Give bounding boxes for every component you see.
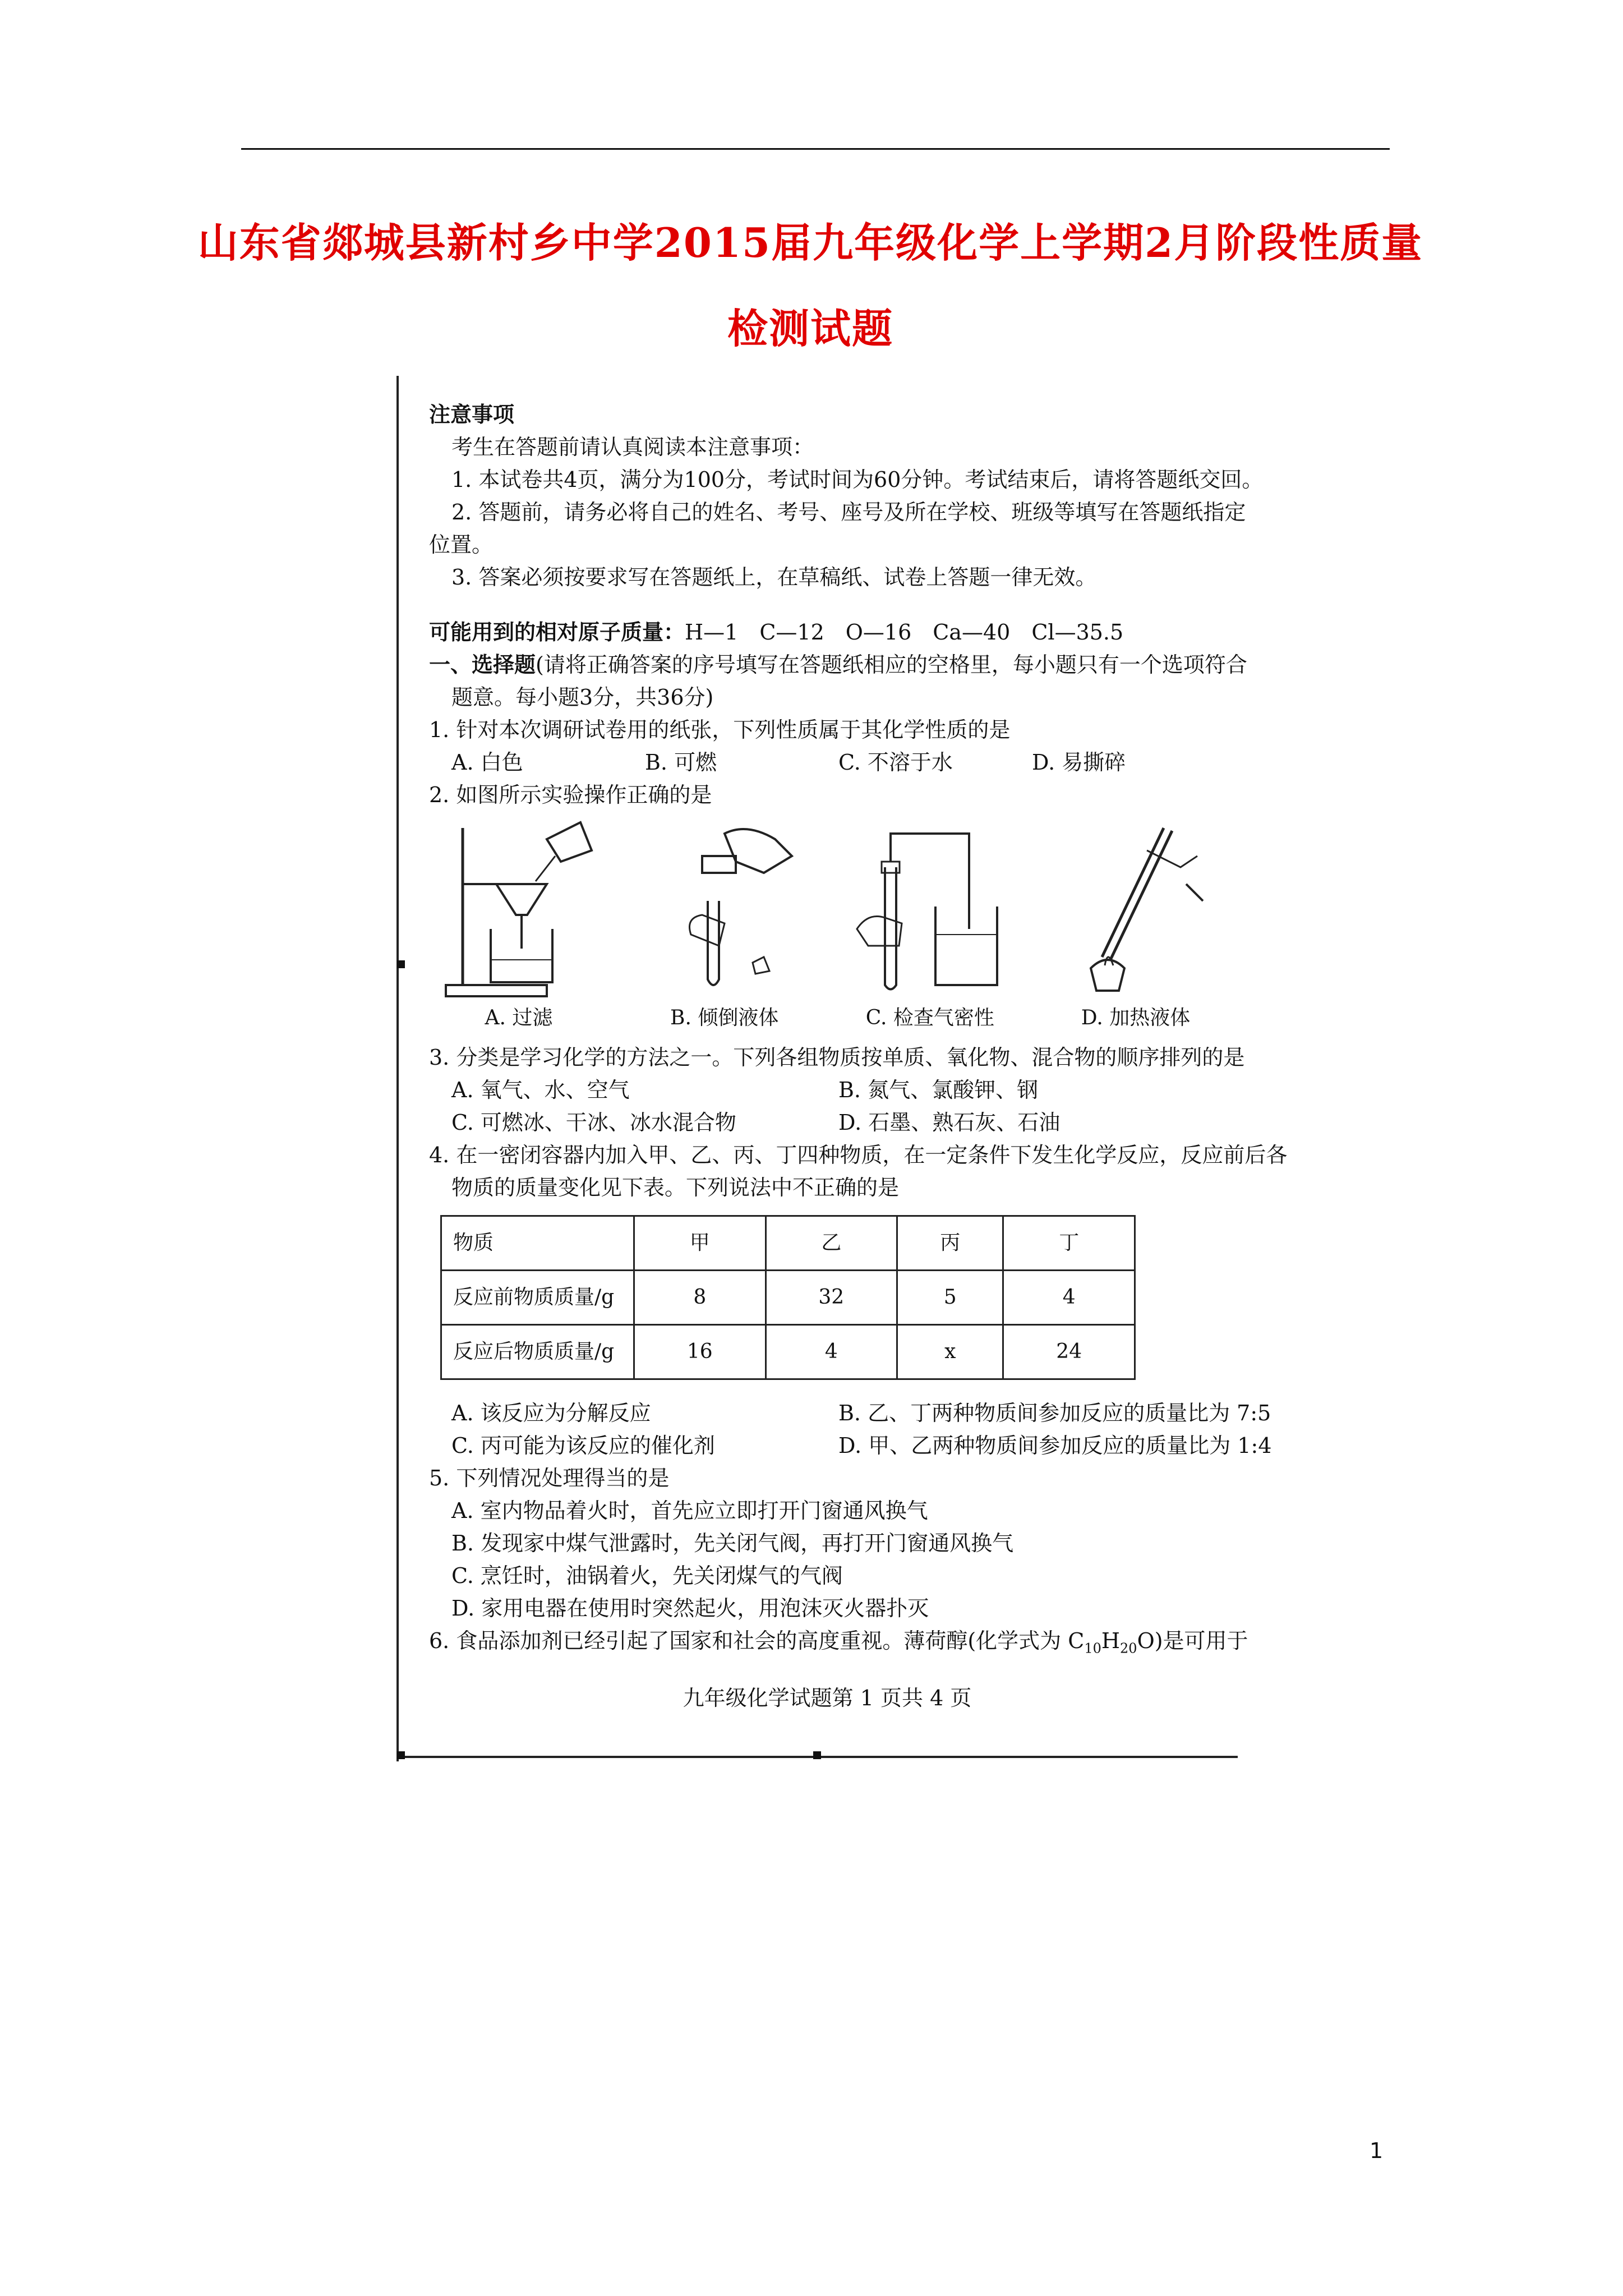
q2-stem: 2. 如图所示实验操作正确的是 xyxy=(429,783,712,807)
scan-page-footer: 九年级化学试题第 1 页共 4 页 xyxy=(683,1685,972,1710)
formula-element: H xyxy=(1101,1628,1121,1653)
q1-option: B. 可燃 xyxy=(645,750,717,775)
q3-option: C. 可燃冰、干冰、冰水混合物 xyxy=(451,1110,736,1135)
notice-heading: 注意事项 xyxy=(429,402,515,427)
figure-airtightness xyxy=(840,817,1020,1041)
table-cell: 4 xyxy=(1003,1271,1135,1325)
figure-pouring xyxy=(635,817,814,1041)
table-header-cell: 物质 xyxy=(441,1216,634,1271)
notice-item: 1. 本试卷共4页，满分为100分，考试时间为60分钟。考试结束后，请将答题纸交回。 xyxy=(451,467,1264,492)
q5-option: A. 室内物品着火时，首先应立即打开门窗通风换气 xyxy=(451,1498,928,1523)
table-header-cell: 乙 xyxy=(766,1216,897,1271)
notice-item: 3. 答案必须按要求写在答题纸上，在草稿纸、试卷上答题一律无效。 xyxy=(451,565,1097,590)
notice-item: 位置。 xyxy=(429,532,494,557)
table-row xyxy=(441,1325,1135,1379)
table-cell: 8 xyxy=(634,1271,766,1325)
table-cell: 反应后物质质量/g xyxy=(441,1325,634,1379)
table-cell: 4 xyxy=(766,1325,897,1379)
q1-option: D. 易撕碎 xyxy=(1032,750,1126,775)
q6-stem-text: 6. 食品添加剂已经引起了国家和社会的高度重视。薄荷醇(化学式为 C xyxy=(429,1628,1085,1653)
table-header-cell: 甲 xyxy=(634,1216,766,1271)
table-row xyxy=(441,1271,1135,1325)
figure-caption: A. 过滤 xyxy=(485,1006,553,1029)
formula-subscript: 10 xyxy=(1084,1640,1101,1657)
q4-stem-cont: 物质的质量变化见下表。下列说法中不正确的是 xyxy=(451,1175,900,1200)
q3-option: D. 石墨、熟石灰、石油 xyxy=(838,1110,1061,1135)
figure-caption: C. 检查气密性 xyxy=(865,1006,994,1029)
page-number: 1 xyxy=(1370,2138,1384,2163)
pouring-illustration xyxy=(640,817,809,1002)
filtration-illustration xyxy=(435,817,603,1002)
q4-option: A. 该反应为分解反应 xyxy=(451,1401,651,1425)
table-cell: 32 xyxy=(766,1271,897,1325)
figure-caption: B. 倾倒液体 xyxy=(670,1006,779,1029)
heating-illustration xyxy=(1052,817,1220,1002)
atomic-mass-label: 可能用到的相对原子质量： xyxy=(429,620,685,645)
document-title-line1: 山东省郯城县新村乡中学2015届九年级化学上学期2月阶段性质量 xyxy=(197,219,1423,266)
q1-stem: 1. 针对本次调研试卷用的纸张，下列性质属于其化学性质的是 xyxy=(429,717,1011,742)
q3-option: B. 氮气、氯酸钾、钢 xyxy=(838,1078,1039,1102)
notice-intro: 考生在答题前请认真阅读本注意事项： xyxy=(451,435,814,459)
section-label: 一、选择题 xyxy=(429,652,536,677)
figure-heating xyxy=(1046,817,1225,1041)
q6-stem xyxy=(429,1625,1248,1665)
airtightness-illustration xyxy=(846,817,1014,1002)
scan-left-edge xyxy=(396,376,399,1761)
q5-option: C. 烹饪时，油锅着火，先关闭煤气的气阀 xyxy=(451,1563,843,1588)
table-header-row xyxy=(441,1216,1135,1271)
header-rule xyxy=(241,148,1390,150)
q5-stem: 5. 下列情况处理得当的是 xyxy=(429,1466,670,1490)
registration-mark xyxy=(397,1751,405,1759)
registration-mark xyxy=(397,960,405,968)
table-cell: 24 xyxy=(1003,1325,1135,1379)
figure-caption: D. 加热液体 xyxy=(1081,1006,1191,1029)
q4-option: D. 甲、乙两种物质间参加反应的质量比为 1:4 xyxy=(838,1433,1272,1458)
q2-figures xyxy=(429,817,1225,1041)
q1-options xyxy=(429,746,1225,779)
q3-options xyxy=(429,1074,1225,1106)
table-header-cell: 丙 xyxy=(897,1216,1003,1271)
registration-mark xyxy=(813,1751,821,1759)
notice-item: 2. 答题前，请务必将自己的姓名、考号、座号及所在学校、班级等填写在答题纸指定 xyxy=(451,500,1246,524)
scanned-exam-page xyxy=(393,376,1288,1767)
q3-options xyxy=(429,1106,1225,1139)
table-cell: 16 xyxy=(634,1325,766,1379)
q1-option: A. 白色 xyxy=(451,750,523,775)
q4-option: B. 乙、丁两种物质间参加反应的质量比为 7:5 xyxy=(838,1401,1271,1425)
table-cell: x xyxy=(897,1325,1003,1379)
q4-mass-table xyxy=(440,1215,1136,1380)
figure-filtration xyxy=(429,817,608,1041)
exam-content xyxy=(429,398,1288,1714)
table-cell: 5 xyxy=(897,1271,1003,1325)
q6-stem-text: O)是可用于 xyxy=(1137,1628,1248,1653)
atomic-mass-values: H—1 C—12 O—16 Ca—40 Cl—35.5 xyxy=(685,620,1124,645)
table-cell: 反应前物质质量/g xyxy=(441,1271,634,1325)
q3-stem: 3. 分类是学习化学的方法之一。下列各组物质按单质、氧化物、混合物的顺序排列的是 xyxy=(429,1045,1245,1070)
q1-option: C. 不溶于水 xyxy=(838,750,953,775)
q5-option: B. 发现家中煤气泄露时，先关闭气阀，再打开门窗通风换气 xyxy=(451,1531,1014,1556)
q4-options xyxy=(429,1429,1272,1462)
q4-stem: 4. 在一密闭容器内加入甲、乙、丙、丁四种物质，在一定条件下发生化学反应，反应前后各 xyxy=(429,1143,1288,1167)
q4-option: C. 丙可能为该反应的催化剂 xyxy=(451,1433,715,1458)
q4-options xyxy=(429,1397,1271,1429)
table-header-cell: 丁 xyxy=(1003,1216,1135,1271)
section-desc: (请将正确答案的序号填写在答题纸相应的空格里，每小题只有一个选项符合 xyxy=(536,652,1247,677)
q5-option: D. 家用电器在使用时突然起火，用泡沫灭火器扑灭 xyxy=(451,1596,929,1621)
document-title-line2: 检测试题 xyxy=(727,305,893,352)
q3-option: A. 氧气、水、空气 xyxy=(451,1078,630,1102)
section-desc-cont: 题意。每小题3分，共36分) xyxy=(451,685,714,710)
formula-subscript: 20 xyxy=(1120,1640,1137,1657)
